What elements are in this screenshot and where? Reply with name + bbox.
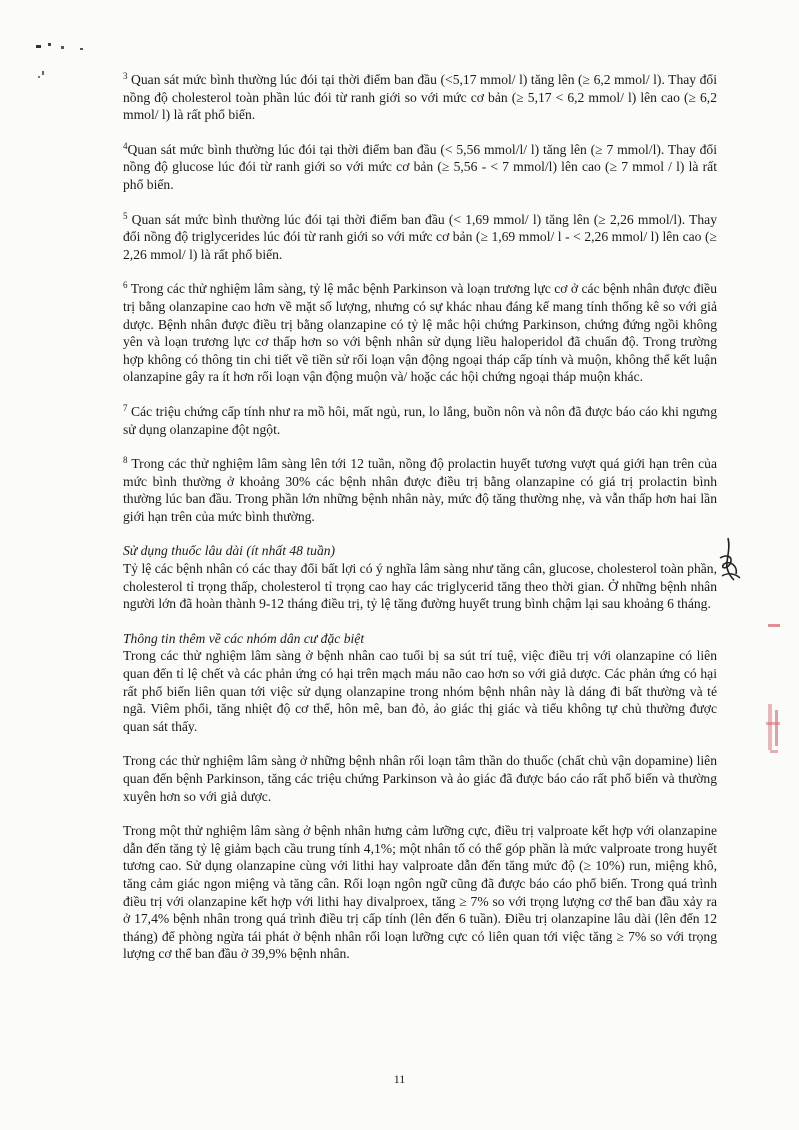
footnote-number: 8 <box>123 455 128 466</box>
stamp-fragment-mark <box>762 700 786 760</box>
footnote-8 <box>123 455 717 525</box>
footnote-7 <box>123 403 717 438</box>
footnote-number: 5 <box>123 210 128 221</box>
footnote-text: Quan sát mức bình thường lúc đói tại thời điểm ban đầu (< 5,56 mmol/l/ l) tăng lên (≥ 7 mmol/l). Thay đổi nồng độ glucose lúc đói từ ranh giới so với mức cơ bản (≥ 5,56 - < 7 mmol/l) lên cao (≥ 7 mmol / l) là rất phổ biến. <box>123 141 717 192</box>
stamp-fragment-mark <box>766 620 786 632</box>
footnote-text: Quan sát mức bình thường lúc đói tại thời điểm ban đầu (< 1,69 mmol/ l) tăng lên (≥ 2,26 mmol/l). Thay đổi nồng độ triglycerides lúc đói từ ranh giới so với mức cơ bản (≥ 1,69 mmol/ l - < 2,26 mmol/ l) lên cao (≥ 2,26 mmol/ l) là rất phổ biến. <box>123 211 717 262</box>
section-paragraph: Tỷ lệ các bệnh nhân có các thay đổi bất lợi có ý nghĩa lâm sàng như tăng cân, glucose, cholesterol toàn phần, cholesterol tỉ trọng thấp, cholesterol tỉ trọng cao hay các triglycerid tăng theo thời gian. Ở những bệnh nhân người lớn đã hoàn thành 9-12 tháng điều trị, tỷ lệ tăng đường huyết trung bình chậm lại sau khoảng 6 tháng. <box>123 561 717 612</box>
section-paragraph: Trong một thử nghiệm lâm sàng ở bệnh nhân hưng cảm lưỡng cực, điều trị valproate kết hợp với olanzapine dẫn đến tăng tỷ lệ giảm bạch cầu trung tính 4,1%; một nhân tố có thể góp phần là mức valproate trong huyết tương cao. Sử dụng olanzapine cùng với lithi hay valproate dẫn đến tăng mức độ (≥ 10%) run, miệng khô, tăng cảm giác ngon miệng và tăng cân. Rối loạn ngôn ngữ cũng đã được báo cáo phổ biến. Trong quá trình điều trị với olanzapine kết hợp với lithi hay divalproex, tăng ≥ 7% so với trọng lượng cơ thể ban đầu xảy ra ở 17,4% bệnh nhân trong quá trình điều trị cấp tính (lên đến 6 tuần). Điều trị olanzapine lâu dài (lên đến 12 tháng) để phòng ngừa tái phát ở bệnh nhân rối loạn lưỡng cực có liên quan tới việc tăng ≥ 7% so với trọng lượng cơ thể ban đầu ở 39,9% bệnh nhân. <box>123 823 717 962</box>
footnote-5 <box>123 211 717 264</box>
scan-specks-mark <box>28 38 98 78</box>
footnote-6 <box>123 280 717 386</box>
page-number: 11 <box>393 1072 406 1086</box>
footnote-text: Quan sát mức bình thường lúc đói tại thời điểm ban đầu (<5,17 mmol/ l) tăng lên (≥ 6,2 mmol/ l). Thay đổi nồng độ cholesterol toàn phần lúc đói từ ranh giới so với mức cơ bản (≥ 5,17 < 6,2 mmol/ l) lên cao (≥ 6,2 mmol/ l) là rất phổ biến. <box>123 72 717 123</box>
section-paragraph: Trong các thử nghiệm lâm sàng ở những bệnh nhân rối loạn tâm thần do thuốc (chất chủ vận dopamine) liên quan đến bệnh Parkinson, tăng các triệu chứng Parkinson và ảo giác đã được báo cáo rất phổ biến và thường xuyên hơn so với giả dược. <box>123 753 717 804</box>
handwritten-initials-mark <box>708 536 750 586</box>
footnote-number: 7 <box>123 402 128 413</box>
footnote-number: 3 <box>123 71 128 81</box>
section-heading-long-term-use: Sử dụng thuốc lâu dài (ít nhất 48 tuần) <box>123 543 336 559</box>
section-heading-special-populations: Thông tin thêm về các nhóm dân cư đặc biệt <box>123 630 365 646</box>
section-paragraph: Trong các thử nghiệm lâm sàng ở bệnh nhân cao tuổi bị sa sút trí tuệ, việc điều trị với olanzapine có liên quan đến tỉ lệ chết và các phản ứng có hại trên mạch máu não cao hơn so với giả dược. Các phản ứng có hại rất phổ biến liên quan tới việc sử dụng olanzapine trong nhóm bệnh nhân này là dáng đi bất thường và té ngã. Viêm phổi, tăng nhiệt độ cơ thể, hôn mê, ban đỏ, ảo giác thị giác và tiểu không tự chủ thường được quan sát thấy. <box>123 648 717 734</box>
footnote-4 <box>123 141 717 194</box>
document-body <box>123 71 717 963</box>
footnote-3 <box>123 71 717 124</box>
footnote-text: Các triệu chứng cấp tính như ra mồ hôi, mất ngủ, run, lo lắng, buồn nôn và nôn đã được báo cáo khi ngưng sử dụng olanzapine đột ngột. <box>123 403 717 437</box>
footnote-number: 4 <box>123 140 128 151</box>
footnote-text: Trong các thử nghiệm lâm sàng lên tới 12 tuần, nồng độ prolactin huyết tương vượt quá giới hạn trên của mức bình thường ở khoảng 30% các bệnh nhân được điều trị bằng olanzapine có giá trị prolactin bình thường lúc ban đầu. Trong phần lớn những bệnh nhân này, mức độ tăng thường nhẹ, và vẫn thấp hơn hai lần giới hạn trên của mức bình thường. <box>123 456 717 524</box>
footnote-number: 6 <box>123 280 128 291</box>
footnote-text: Trong các thử nghiệm lâm sàng, tỷ lệ mắc bệnh Parkinson và loạn trương lực cơ ở các bệnh nhân được điều trị bằng olanzapine cao hơn về mặt số lượng, nhưng có sự khác nhau đáng kể mang tính thống kê so với giả dược. Bệnh nhân được điều trị bằng olanzapine có tỷ lệ mắc hội chứng Parkinson, chứng đứng ngồi không yên và loạn trương lực cơ thấp hơn so với bệnh nhân sử dụng liều haloperidol đã chuẩn độ. Trong trường hợp không có thông tin chi tiết về tiền sử rối loạn vận động ngoại tháp cấp tính và muộn, không thể kết luận olanzapine gây ra ít hơn rối loạn vận động muộn và/ hoặc các hội chứng ngoại tháp muộn khác. <box>123 281 717 385</box>
